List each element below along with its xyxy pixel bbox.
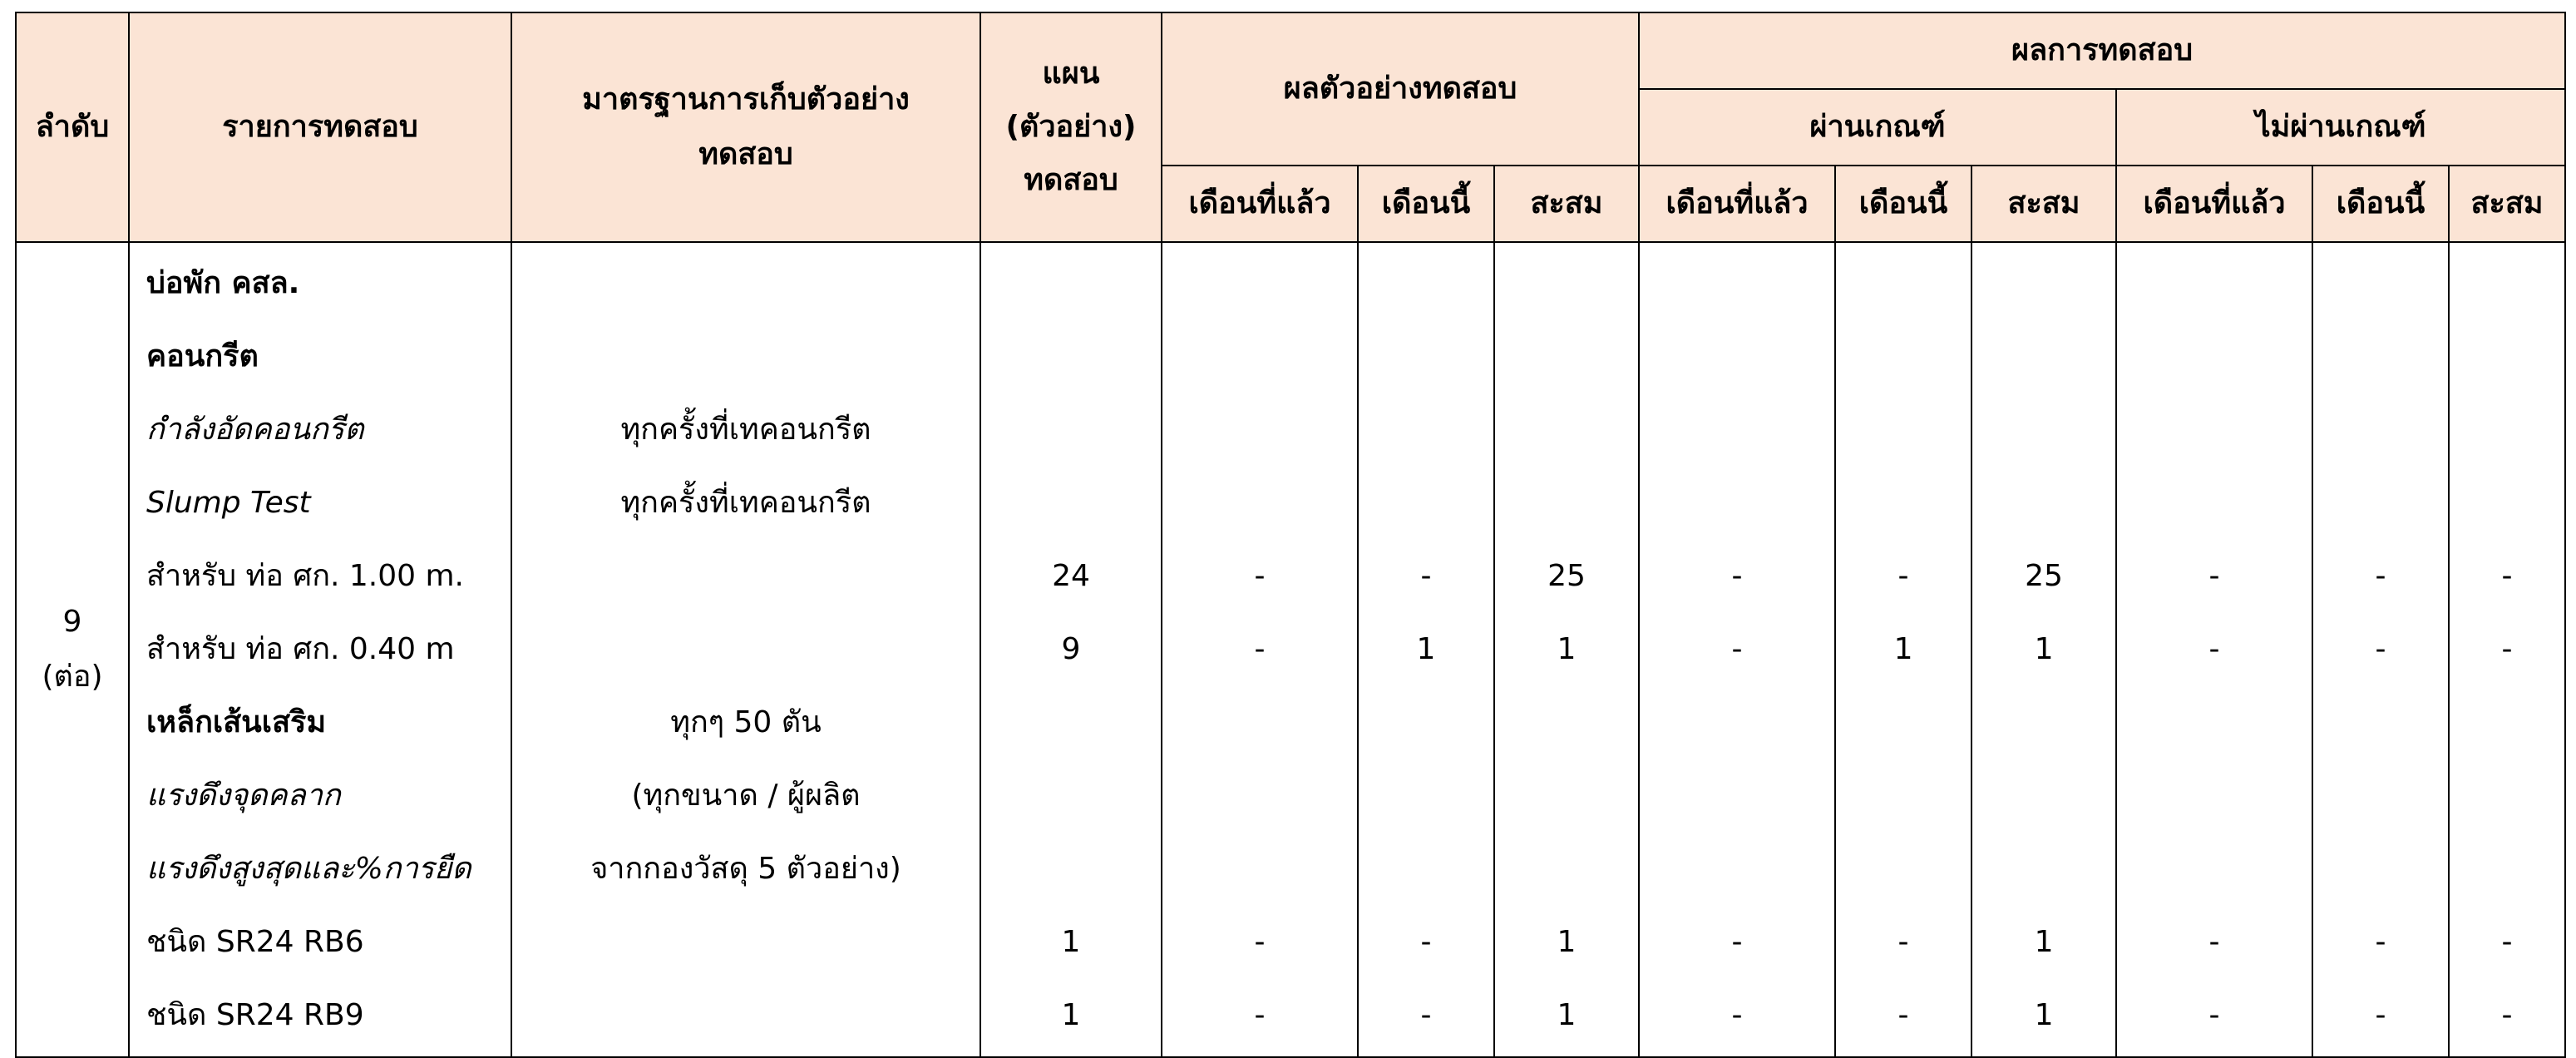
plan-value [981, 393, 1161, 467]
sampling-standard-line [512, 247, 980, 320]
failed-this-month-value [2313, 320, 2448, 393]
sample-this-month-value [1359, 393, 1493, 467]
header-passed-this-month: เดือนนี้ [1835, 166, 1971, 242]
sample-cumulative-value [1495, 467, 1638, 540]
sample-prev-month-value: - [1254, 632, 1266, 666]
sample-this-month-value: - [1420, 998, 1432, 1032]
sampling-standard-line [512, 613, 980, 686]
passed-cumulative-value: 25 [2025, 559, 2063, 593]
passed-this-month-value: - [1897, 998, 1909, 1032]
header-sampling-standard-text: มาตรฐานการเก็บตัวอย่างทดสอบ [582, 82, 910, 171]
header-sample-this-month: เดือนนี้ [1358, 166, 1494, 242]
plan-value [981, 320, 1161, 393]
sample-cumulative-value [1495, 393, 1638, 467]
plan-value [981, 686, 1161, 759]
failed-prev-month-value: - [2208, 925, 2220, 959]
passed-this-month-value [1836, 686, 1971, 759]
header-sample-cumulative: สะสม [1494, 166, 1639, 242]
test-item-line: Slump Test [146, 486, 311, 520]
failed-prev-month-value [2117, 320, 2312, 393]
passed-this-month-value [1836, 320, 1971, 393]
plan-value [981, 759, 1161, 833]
header-passed: ผ่านเกณฑ์ [1639, 89, 2116, 166]
passed-cumulative-value [1972, 320, 2115, 393]
failed-this-month-value [2313, 759, 2448, 833]
header-plan-line2: (ตัวอย่าง) [1005, 110, 1137, 144]
sample-cumulative-value [1495, 833, 1638, 906]
failed-cumulative-value: - [2501, 998, 2513, 1032]
sample-cumulative-value [1495, 686, 1638, 759]
header-seq: ลำดับ [16, 12, 129, 242]
failed-this-month-value [2313, 686, 2448, 759]
header-plan-line3: ทดสอบ [1024, 163, 1118, 197]
test-results-table [15, 12, 2566, 1058]
sampling-standard-line [512, 320, 980, 393]
passed-this-month-value [1836, 247, 1971, 320]
failed-cumulative-value [2450, 320, 2564, 393]
passed-cumulative-value [1972, 467, 2115, 540]
failed-prev-month-value: - [2208, 559, 2220, 593]
failed-this-month-value [2313, 467, 2448, 540]
sample-prev-month-cell [1162, 242, 1358, 1057]
header-passed-prev-month: เดือนที่แล้ว [1639, 166, 1835, 242]
passed-this-month-value [1836, 393, 1971, 467]
sample-this-month-value [1359, 467, 1493, 540]
sampling-standard-line: ทุกครั้งที่เทคอนกรีต [620, 486, 871, 520]
failed-prev-month-value [2117, 247, 2312, 320]
test-item-line: คอนกรีต [146, 339, 259, 373]
failed-cumulative-value [2450, 393, 2564, 467]
passed-prev-month-value [1640, 686, 1834, 759]
sample-prev-month-value [1162, 686, 1357, 759]
passed-prev-month-value: - [1731, 632, 1743, 666]
passed-cumulative-value [1972, 393, 2115, 467]
header-failed-prev-month: เดือนที่แล้ว [2116, 166, 2312, 242]
sampling-standard-line: ทุกครั้งที่เทคอนกรีต [620, 413, 871, 447]
sample-this-month-value [1359, 686, 1493, 759]
failed-prev-month-value [2117, 393, 2312, 467]
failed-cumulative-value [2450, 686, 2564, 759]
row-seq-continued: (ต่อ) [42, 660, 103, 694]
test-item-line: ชนิด SR24 RB6 [146, 925, 364, 959]
passed-prev-month-value [1640, 247, 1834, 320]
sample-this-month-value [1359, 320, 1493, 393]
header-sampling-standard [511, 12, 980, 242]
failed-this-month-value: - [2375, 632, 2386, 666]
row-seq-number: 9 [62, 605, 82, 639]
passed-prev-month-value [1640, 833, 1834, 906]
sample-prev-month-value: - [1254, 998, 1266, 1032]
header-plan [980, 12, 1162, 242]
sample-this-month-value: 1 [1416, 632, 1436, 666]
failed-cumulative-value: - [2501, 632, 2513, 666]
passed-cumulative-value: 1 [2034, 925, 2054, 959]
sample-cumulative-value: 25 [1547, 559, 1586, 593]
sample-this-month-cell [1358, 242, 1494, 1057]
test-items-cell [129, 242, 511, 1057]
sample-prev-month-value [1162, 320, 1357, 393]
sampling-standard-line: ทุกๆ 50 ตัน [670, 705, 822, 739]
passed-this-month-value [1836, 833, 1971, 906]
failed-this-month-cell [2312, 242, 2449, 1057]
passed-this-month-value: 1 [1893, 632, 1913, 666]
sampling-standard-cell [511, 242, 980, 1057]
header-plan-line1: แผน [1042, 57, 1100, 91]
header-sample-prev-month: เดือนที่แล้ว [1162, 166, 1358, 242]
report-table-container [15, 12, 2564, 1058]
sample-cumulative-cell [1494, 242, 1639, 1057]
passed-prev-month-value [1640, 467, 1834, 540]
passed-prev-month-value [1640, 393, 1834, 467]
test-item-line: สำหรับ ท่อ ศก. 1.00 m. [146, 559, 464, 593]
sampling-standard-line [512, 906, 980, 979]
passed-this-month-value: - [1897, 559, 1909, 593]
sample-this-month-value: - [1420, 559, 1432, 593]
failed-prev-month-value: - [2208, 632, 2220, 666]
sample-cumulative-value [1495, 320, 1638, 393]
test-item-line: เหล็กเส้นเสริม [146, 705, 327, 739]
sample-cumulative-value [1495, 759, 1638, 833]
failed-this-month-value: - [2375, 925, 2386, 959]
failed-prev-month-value [2117, 833, 2312, 906]
passed-cumulative-value: 1 [2034, 632, 2054, 666]
header-sample-results: ผลตัวอย่างทดสอบ [1162, 12, 1639, 166]
sample-prev-month-value: - [1254, 925, 1266, 959]
failed-cumulative-value: - [2501, 559, 2513, 593]
failed-prev-month-value [2117, 686, 2312, 759]
passed-prev-month-cell [1639, 242, 1835, 1057]
passed-this-month-value: - [1897, 925, 1909, 959]
header-failed-this-month: เดือนนี้ [2312, 166, 2449, 242]
passed-prev-month-value: - [1731, 559, 1743, 593]
header-test-items: รายการทดสอบ [129, 12, 511, 242]
failed-cumulative-value [2450, 833, 2564, 906]
sample-prev-month-value: - [1254, 559, 1266, 593]
failed-this-month-value: - [2375, 559, 2386, 593]
plan-value: 1 [1061, 998, 1081, 1032]
sample-cumulative-value: 1 [1557, 632, 1577, 666]
header-passed-cumulative: สะสม [1971, 166, 2116, 242]
passed-prev-month-value: - [1731, 925, 1743, 959]
plan-value [981, 467, 1161, 540]
passed-cumulative-value [1972, 759, 2115, 833]
sample-this-month-value [1359, 833, 1493, 906]
sample-prev-month-value [1162, 759, 1357, 833]
failed-this-month-value [2313, 247, 2448, 320]
passed-this-month-cell [1835, 242, 1971, 1057]
header-test-results: ผลการทดสอบ [1639, 12, 2565, 89]
failed-cumulative-value [2450, 759, 2564, 833]
plan-value: 1 [1061, 925, 1081, 959]
test-item-line: สำหรับ ท่อ ศก. 0.40 m [146, 632, 455, 666]
passed-prev-month-value [1640, 759, 1834, 833]
sampling-standard-line [512, 979, 980, 1052]
passed-prev-month-value: - [1731, 998, 1743, 1032]
failed-this-month-value [2313, 833, 2448, 906]
header-failed: ไม่ผ่านเกณฑ์ [2116, 89, 2565, 166]
failed-prev-month-cell [2116, 242, 2312, 1057]
sample-cumulative-value [1495, 247, 1638, 320]
sample-cumulative-value: 1 [1557, 925, 1577, 959]
test-item-line: ชนิด SR24 RB9 [146, 998, 364, 1032]
table-row [16, 242, 2565, 1057]
sample-cumulative-value: 1 [1557, 998, 1577, 1032]
failed-cumulative-cell [2449, 242, 2565, 1057]
plan-cell [980, 242, 1162, 1057]
plan-value: 9 [1061, 632, 1081, 666]
sampling-standard-line [512, 540, 980, 613]
failed-prev-month-value [2117, 467, 2312, 540]
failed-cumulative-value [2450, 247, 2564, 320]
sample-this-month-value [1359, 247, 1493, 320]
passed-cumulative-value [1972, 833, 2115, 906]
passed-cumulative-value [1972, 247, 2115, 320]
sample-prev-month-value [1162, 467, 1357, 540]
failed-this-month-value: - [2375, 998, 2386, 1032]
test-item-line: กำลังอัดคอนกรีต [146, 413, 364, 447]
sampling-standard-line: จากกองวัสดุ 5 ตัวอย่าง) [590, 852, 901, 886]
plan-value [981, 247, 1161, 320]
plan-value: 24 [1052, 559, 1090, 593]
failed-this-month-value [2313, 393, 2448, 467]
sample-this-month-value [1359, 759, 1493, 833]
test-item-line: แรงดึงจุดคลาก [146, 779, 341, 813]
failed-cumulative-value [2450, 467, 2564, 540]
failed-cumulative-value: - [2501, 925, 2513, 959]
sample-prev-month-value [1162, 833, 1357, 906]
passed-prev-month-value [1640, 320, 1834, 393]
passed-this-month-value [1836, 467, 1971, 540]
test-item-line: แรงดึงสูงสุดและ%การยืด [146, 852, 471, 886]
failed-prev-month-value [2117, 759, 2312, 833]
sample-prev-month-value [1162, 393, 1357, 467]
sampling-standard-line: (ทุกขนาด / ผู้ผลิต [631, 779, 861, 813]
row-seq [16, 242, 129, 1057]
passed-cumulative-cell [1971, 242, 2116, 1057]
passed-cumulative-value: 1 [2034, 998, 2054, 1032]
plan-value [981, 833, 1161, 906]
sample-prev-month-value [1162, 247, 1357, 320]
failed-prev-month-value: - [2208, 998, 2220, 1032]
passed-this-month-value [1836, 759, 1971, 833]
header-failed-cumulative: สะสม [2449, 166, 2565, 242]
test-item-line: บ่อพัก คสล. [146, 266, 300, 300]
passed-cumulative-value [1972, 686, 2115, 759]
sample-this-month-value: - [1420, 925, 1432, 959]
